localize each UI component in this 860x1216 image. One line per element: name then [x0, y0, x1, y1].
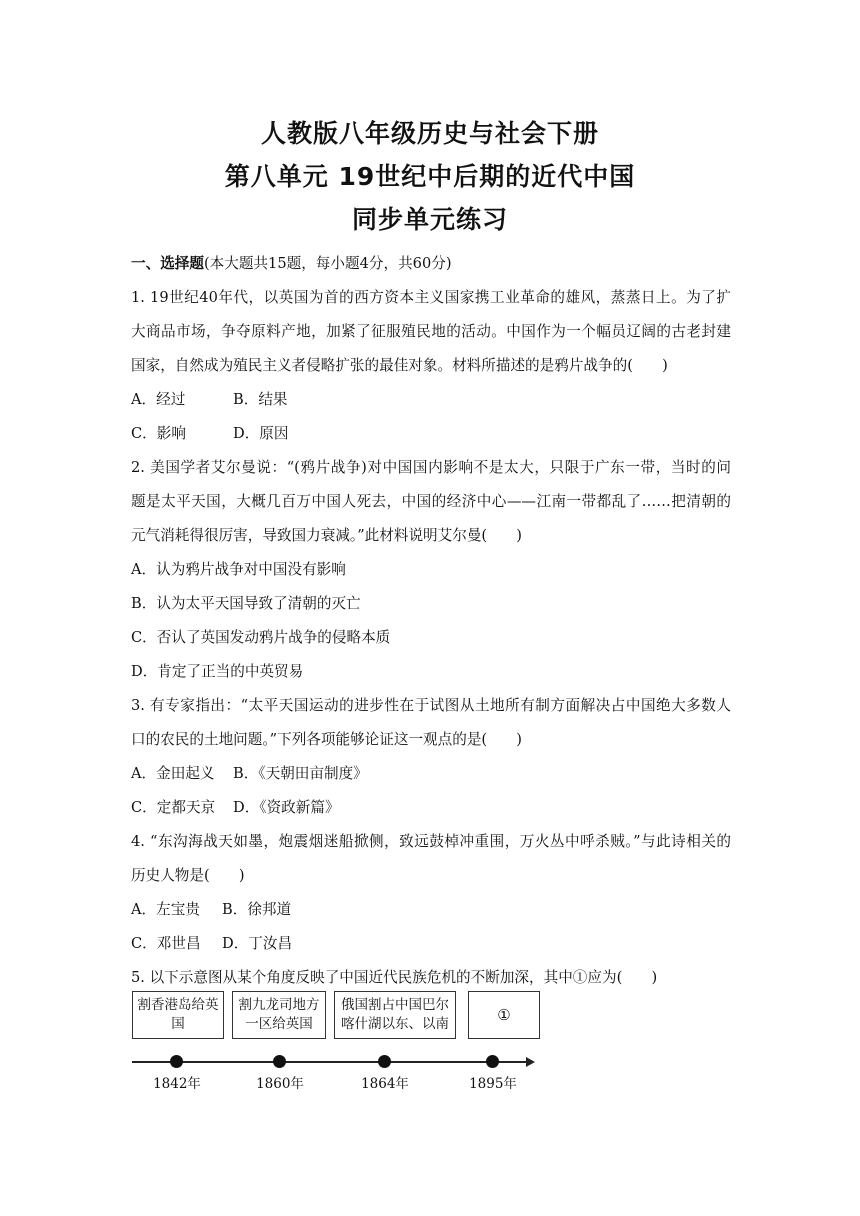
question-1-text: 1. 19世纪40年代，以英国为首的西方资本主义国家携工业革命的雄风，蒸蒸日上。为了扩: [131, 289, 731, 306]
option-row: [131, 791, 731, 825]
question-1-text: 国家，自然成为殖民主义者侵略扩张的最佳对象。材料所描述的是鸦片战争的( ): [131, 357, 668, 374]
answer-option[interactable]: C．否认了英国发动鸦片战争的侵略本质: [131, 629, 391, 646]
question-list: [131, 247, 731, 995]
answer-option[interactable]: D．丁汝昌: [222, 935, 293, 952]
answer-option[interactable]: B．徐邦道: [222, 901, 292, 918]
timeline-box-unknown: ①: [468, 991, 540, 1039]
title-line-3: 同步单元练习: [351, 205, 508, 234]
title-line-2: 第八单元 19世纪中后期的近代中国: [224, 162, 636, 191]
question-4-text: 历史人物是( ): [131, 867, 245, 884]
question-5-text: 5. 以下示意图从某个角度反映了中国近代民族危机的不断加深，其中①应为( ): [131, 969, 658, 986]
question-4-text: 4. “东沟海战天如墨，炮震烟迷船掀侧，致远鼓棹冲重围，万火丛中呼杀贼。”与此诗相关的: [131, 833, 731, 850]
timeline-box-1860: 割九龙司地方一区给英国: [232, 991, 326, 1039]
timeline-diagram: [128, 988, 538, 1093]
option-row: [131, 383, 731, 417]
answer-option[interactable]: B．认为太平天国导致了清朝的灭亡: [131, 595, 361, 612]
title-line-1: 人教版八年级历史与社会下册: [260, 119, 599, 148]
timeline-dot: [273, 1055, 286, 1068]
option-row: [131, 621, 731, 655]
section-title: 一、选择题: [131, 255, 204, 272]
option-row: [131, 655, 731, 689]
timeline-axis: [132, 1061, 530, 1063]
timeline-box-1864: 俄国割占中国巴尔喀什湖以东、以南: [334, 991, 456, 1039]
option-row: [131, 587, 731, 621]
section-heading: [131, 247, 731, 281]
answer-option[interactable]: A．金田起义: [131, 765, 215, 782]
answer-option[interactable]: D．原因: [233, 425, 289, 442]
timeline-arrow: [526, 1057, 535, 1067]
option-row: [131, 893, 731, 927]
timeline-year: 1864年: [361, 1076, 409, 1092]
option-row: [131, 757, 731, 791]
answer-option[interactable]: A．经过: [131, 391, 186, 408]
answer-option[interactable]: B．结果: [233, 391, 288, 408]
timeline-dot: [486, 1055, 499, 1068]
question-3-text: 口的农民的土地问题。”下列各项能够论证这一观点的是( ): [131, 731, 522, 748]
answer-option[interactable]: C．影响: [131, 425, 186, 442]
answer-option[interactable]: A．左宝贵: [131, 901, 200, 918]
answer-option[interactable]: C．定都天京: [131, 799, 216, 816]
timeline-box-1842: 割香港岛给英国: [132, 991, 224, 1039]
timeline-year: 1842年: [153, 1076, 201, 1092]
answer-option[interactable]: B．《天朝田亩制度》: [233, 765, 368, 782]
answer-option[interactable]: A．认为鸦片战争对中国没有影响: [131, 561, 346, 578]
timeline-dot: [170, 1055, 183, 1068]
timeline-dot: [378, 1055, 391, 1068]
question-2-text: 2. 美国学者艾尔曼说：“(鸦片战争)对中国国内影响不是太大，只限于广东一带，当时的问: [131, 459, 731, 476]
option-row: [131, 927, 731, 961]
answer-option[interactable]: C．邓世昌: [131, 935, 201, 952]
question-2-text: 题是太平天国，大概几百万中国人死去，中国的经济中心——江南一带都乱了……把清朝的: [131, 493, 731, 510]
option-row: [131, 553, 731, 587]
timeline-year: 1895年: [469, 1076, 517, 1092]
option-row: [131, 417, 731, 451]
section-note: (本大题共15题，每小题4分，共60分): [203, 255, 452, 272]
question-1-text: 大商品市场，争夺原料产地，加紧了征服殖民地的活动。中国作为一个幅员辽阔的古老封建: [131, 323, 731, 340]
question-2-text: 元气消耗得很厉害，导致国力衰减。”此材料说明艾尔曼( ): [131, 527, 522, 544]
answer-option[interactable]: D．肯定了正当的中英贸易: [131, 663, 304, 680]
answer-option[interactable]: D．《资政新篇》: [233, 799, 340, 816]
question-3-text: 3. 有专家指出：“太平天国运动的进步性在于试图从土地所有制方面解决占中国绝大多数人: [131, 697, 731, 714]
timeline-year: 1860年: [256, 1076, 304, 1092]
